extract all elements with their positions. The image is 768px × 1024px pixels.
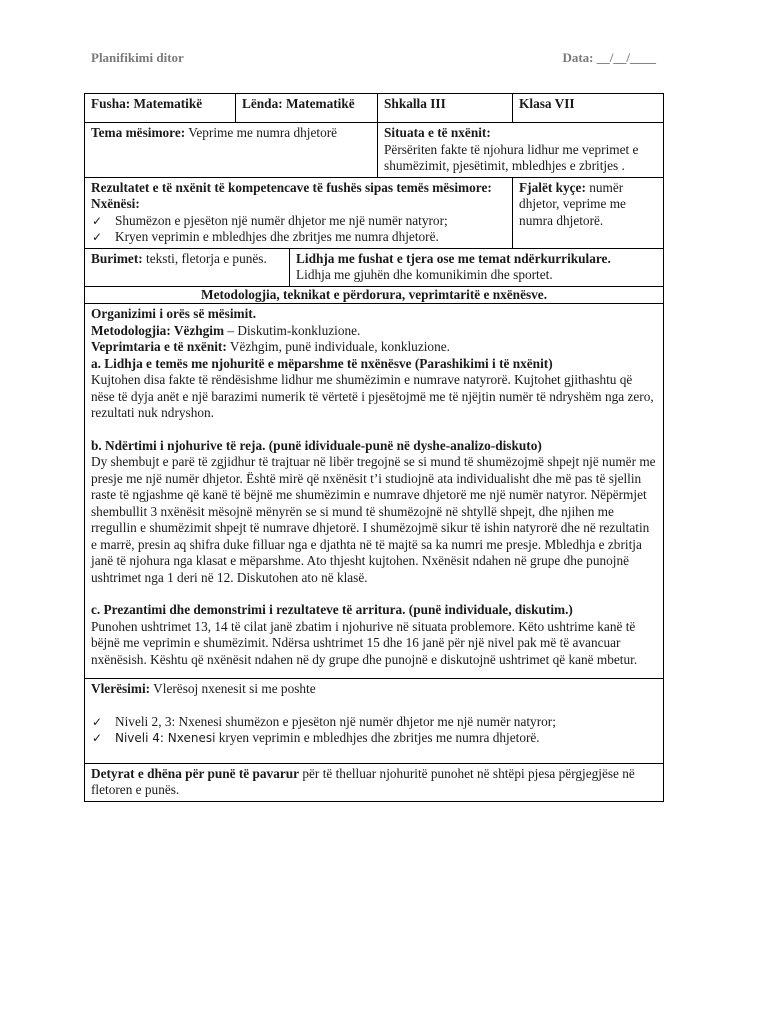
document-title: Planifikimi ditor xyxy=(91,50,184,65)
section-c-text: Punohen ushtrimet 13, 14 të cilat janë zbatim i njohurive në situata problemore. Këto ushtrime kanë të bëjnë me veprimin e shumëzimit. Ndërsa ushtrimet 15 dhe 16 janë për një nivel pak më të avancuar nxënësish. Kështu që nxënësit ndahen në dy grupe dhe punojnë e diskutojnë ushtrimet që kanë mbetur. xyxy=(91,618,638,667)
section-c-heading: c. Prezantimi dhe demonstrimi i rezultateve të arritura. (punë individuale, diskutim.) xyxy=(91,602,573,617)
metodologjia-cell: Organizimi i orës së mësimit. Metodologjia: Vëzhgim – Diskutim-konkluzione. Veprimtaria e të nxënit: Vëzhgim, punë individuale, konkluzione. a. Lidhja e temës me njohuritë e mëparshme të nxënësve (Parashikimi i të nxënit) Kujtohen disa fakte të rëndësishme lidhur me shumëzimin e numrave natyrorë. Kujtohet gjithashtu që nëse të dyja anët e një barazimi numerik të vërtetë i pjesëtojmë me të njëjtin numër të ndryshëm nga zero, rezultati nuk ndryshon. b. Ndërtimi i njohurive të reja. (punë idividuale-punë në dyshe-analizo-diskuto) Dy shembujt e parë të zgjidhur të trajtuar në libër tregojnë se si mund të shumëzojmë shpejt një numër me presje me një numër dhjetor. Është mirë që nxënësit t’i studiojnë ata individualisht dhe më pas të sjellin raste të ngjashme që kanë të bëjnë me shumëzimin e numrave dhjetorë me një numër natyror. Nëpërmjet shembullit 3 nxënësit mësojnë mënyrën se si mund të shumëzojnë në shtyllë shpejt, dhe njihen me rregullin e shumëzimit shpejt të numrave dhjetorë. I shumëzojmë sikur të ishin natyrorë dhe në rezultatin e marrë, presin aq shifra duke filluar nga e djathta në të majtë sa ka numri me presje. Mbledhja e zbritja janë të njohura nga klasat e mëparshme. Ato thjesht kujtohen. Nxënësit ndahen në grupe dhe punojnë ushtrimet nga 1 deri në 12. Diskutohen ato në klasë. c. Prezantimi dhe demonstrimi i rezultateve të arritura. (punë individuale, diskutim.) Punohen ushtrimet 13, 14 të cilat janë zbatim i njohurive në situata problemore. Këto ushtrime kanë të bëjnë me veprimin e shumëzimit. Ndërsa ushtrimet 15 dhe 16 janë për një nivel pak më të avancuar nxënësish. Kështu që nxënësit ndahen në dy grupe dhe punojnë e diskutojnë ushtrimet që kanë mbetur. xyxy=(85,304,664,679)
metodologjia-header-cell: Metodologjia, teknikat e përdorura, veprimtaritë e nxënësve. xyxy=(85,286,664,304)
date-field: Data: __/__/____ xyxy=(562,50,656,65)
nxenesi-label: Nxënësi: xyxy=(91,196,140,211)
detyrat-cell: Detyrat e dhëna për punë të pavarur për të thelluar njohuritë punohet në shtëpi pjesa përgjegjëse në fletoren e punës. xyxy=(85,763,664,801)
rezultatet-cell xyxy=(85,177,513,248)
lesson-plan-table xyxy=(84,93,664,802)
section-a-text: Kujtohen disa fakte të rëndësishme lidhur me shumëzimin e numrave natyrorë. Kujtohet gjithashtu që nëse të dyja anët e një barazimi numerik të vërtetë i pjesëtojmë me të njëjtin numër të ndryshëm nga zero, rezultati nuk ndryshon. xyxy=(91,372,654,420)
vleresimi-cell: Vlerësimi: Vlerësoj nxenesit si me poshte ✓ Niveli 2, 3: Nxenesi shumëzon e pjesëton një numër dhjetor me një numër natyror; ✓ Niveli 4: Nxenesi kryen veprimin e mbledhjes dhe zbritjes me numra dhjetorë. xyxy=(85,679,664,764)
info-row xyxy=(85,94,664,123)
shkalla-cell: Shkalla III xyxy=(378,94,513,123)
fjalet-kyce-cell: Fjalët kyçe: numër dhjetor, veprime me numra dhjetorë. xyxy=(513,177,664,248)
klasa-cell: Klasa VII xyxy=(513,94,664,123)
organizimi-heading: Organizimi i orës së mësimit. xyxy=(91,306,257,321)
burimet-cell: Burimet: teksti, fletorja e punës. xyxy=(85,248,290,286)
burimet-row xyxy=(85,248,664,286)
metodologjia-row xyxy=(85,304,664,679)
detyrat-row xyxy=(85,763,664,801)
tema-cell: Tema mësimore: Veprime me numra dhjetorë xyxy=(85,123,378,178)
rezultatet-title: Rezultatet e të nxënit të kompetencave të fushës sipas temës mësimore: xyxy=(91,179,492,195)
tema-row xyxy=(85,123,664,178)
fusha-cell: Fusha: Matematikë xyxy=(85,94,236,123)
lenda-cell: Lënda: Matematikë xyxy=(236,94,378,123)
vleresimi-row xyxy=(85,679,664,764)
rezultat-item: ✓ Kryen veprimin e mbledhjes dhe zbritjes me numra dhjetorë. xyxy=(91,229,506,246)
vleresimi-item: ✓ Niveli 4: Nxenesi kryen veprimin e mbledhjes dhe zbritjes me numra dhjetorë. xyxy=(91,730,657,747)
section-b-heading: b. Ndërtimi i njohurive të reja. (punë idividuale-punë në dyshe-analizo-diskuto) xyxy=(91,437,542,453)
lidhja-cell: Lidhja me fushat e tjera ose me temat ndërkurrikulare. Lidhja me gjuhën dhe komunikimin dhe sportet. xyxy=(290,248,664,286)
situata-cell: Situata e të nxënit: Përsëriten fakte të njohura lidhur me veprimet e shumëzimit, pjesëtimit, mbledhjes e zbritjes . xyxy=(378,123,664,178)
rezultatet-row xyxy=(85,177,664,248)
metodologjia-header-row xyxy=(85,286,664,304)
section-a-heading: a. Lidhja e temës me njohuritë e mëparshme të nxënësve (Parashikimi i të nxënit) xyxy=(91,355,553,371)
rezultat-item: ✓ Shumëzon e pjesëton një numër dhjetor me një numër natyror; xyxy=(91,213,506,230)
section-b-text: Dy shembujt e parë të zgjidhur të trajtuar në libër tregojnë se si mund të shumëzojmë shpejt një numër me presje me një numër dhjetor. Është mirë që nxënësit t’i studiojnë ata individualisht dhe më pas të sjellin raste të ngjashme që kanë të bëjnë me shumëzimin e numrave dhjetorë me një numër natyror. Nëpërmjet shembullit 3 nxënësit mësojnë mënyrën se si mund të shumëzojnë në shtyllë shpejt, dhe njihen me rregullin e shumëzimit shpejt të numrave dhjetorë. I shumëzojmë sikur të ishin natyrorë dhe në rezultatin e marrë, presin aq shifra duke filluar nga e djathta në të majtë sa ka numri me presje. Mbledhja e zbritja janë të njohura nga klasat e mëparshme. Ato thjesht kujtohen. Nxënësit ndahen në grupe dhe punojnë ushtrimet nga 1 deri në 12. Diskutohen ato në klasë. xyxy=(91,454,656,585)
vleresimi-item: ✓ Niveli 2, 3: Nxenesi shumëzon e pjesëton një numër dhjetor me një numër natyror; xyxy=(91,714,657,731)
